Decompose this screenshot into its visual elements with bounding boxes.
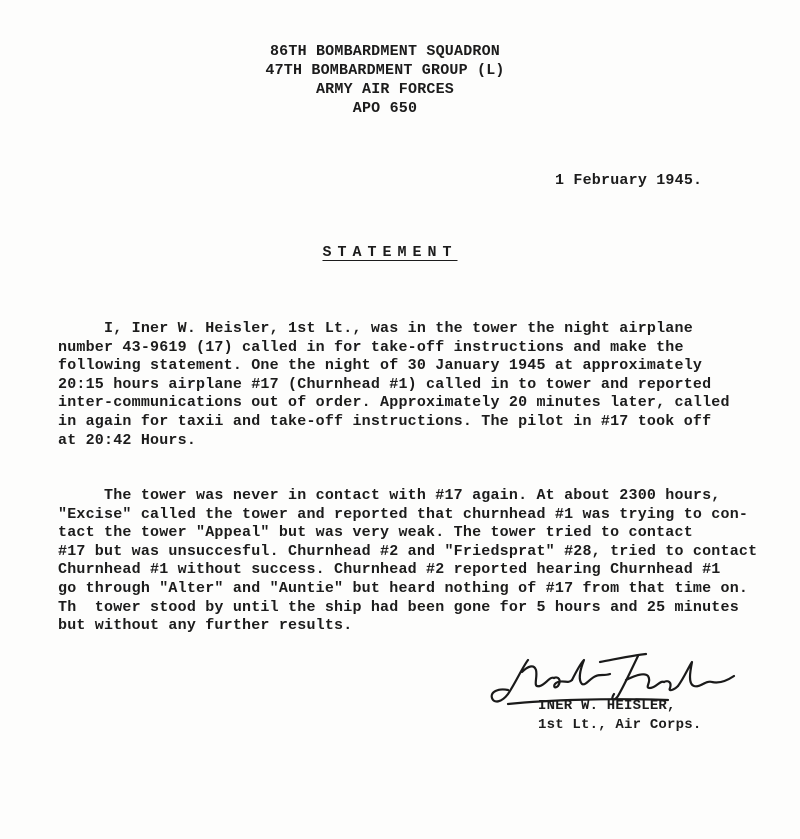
paragraph-line: 20:15 hours airplane #17 (Churnhead #1) called in to tower and reported	[58, 375, 712, 393]
signatory-rank: 1st Lt., Air Corps.	[538, 717, 702, 733]
statement-paragraph-1	[58, 320, 748, 450]
letterhead-apo: APO 650	[352, 100, 418, 117]
statement-paragraph-2	[58, 487, 758, 636]
paragraph-line: go through "Alter" and "Auntie" but heard nothing of #17 from that time on.	[58, 579, 749, 597]
paragraph-line: following statement. One the night of 30 January 1945 at approximately	[58, 357, 703, 375]
paragraph-line: inter-communications out of order. Approximately 20 minutes later, called	[58, 394, 730, 412]
paragraph-line: "Excise" called the tower and reported that churnhead #1 was trying to con-	[58, 505, 749, 523]
paragraph-line: Churnhead #1 without success. Churnhead #2 reported hearing Churnhead #1	[58, 561, 721, 579]
letterhead-group: 47TH BOMBARDMENT GROUP (L)	[265, 62, 505, 79]
paragraph-line: in again for taxii and take-off instructions. The pilot in #17 took off	[58, 412, 712, 430]
paragraph-line: The tower was never in contact with #17 again. At about 2300 hours,	[58, 487, 721, 504]
letterhead-forces: ARMY AIR FORCES	[315, 81, 455, 98]
paragraph-line: at 20:42 Hours.	[58, 431, 197, 449]
signatory-name: INER W. HEISLER,	[538, 698, 676, 714]
letterhead-squadron: 86TH BOMBARDMENT SQUADRON	[269, 43, 501, 60]
paragraph-line: tact the tower "Appeal" but was very weak. The tower tried to contact	[58, 524, 693, 542]
paragraph-line: Th tower stood by until the ship had been gone for 5 hours and 25 minutes	[58, 598, 739, 616]
paragraph-line: #17 but was unsuccesful. Churnhead #2 and "Friedsprat" #28, tried to contact	[58, 542, 758, 560]
letterhead	[220, 42, 550, 118]
paragraph-line: number 43-9619 (17) called in for take-off instructions and make the	[58, 338, 684, 356]
document-heading: STATEMENT	[322, 244, 458, 261]
paragraph-line: I, Iner W. Heisler, 1st Lt., was in the tower the night airplane	[58, 320, 693, 337]
document-date: 1 February 1945.	[555, 172, 703, 189]
signature-block	[538, 697, 701, 735]
paragraph-line: but without any further results.	[58, 617, 353, 635]
